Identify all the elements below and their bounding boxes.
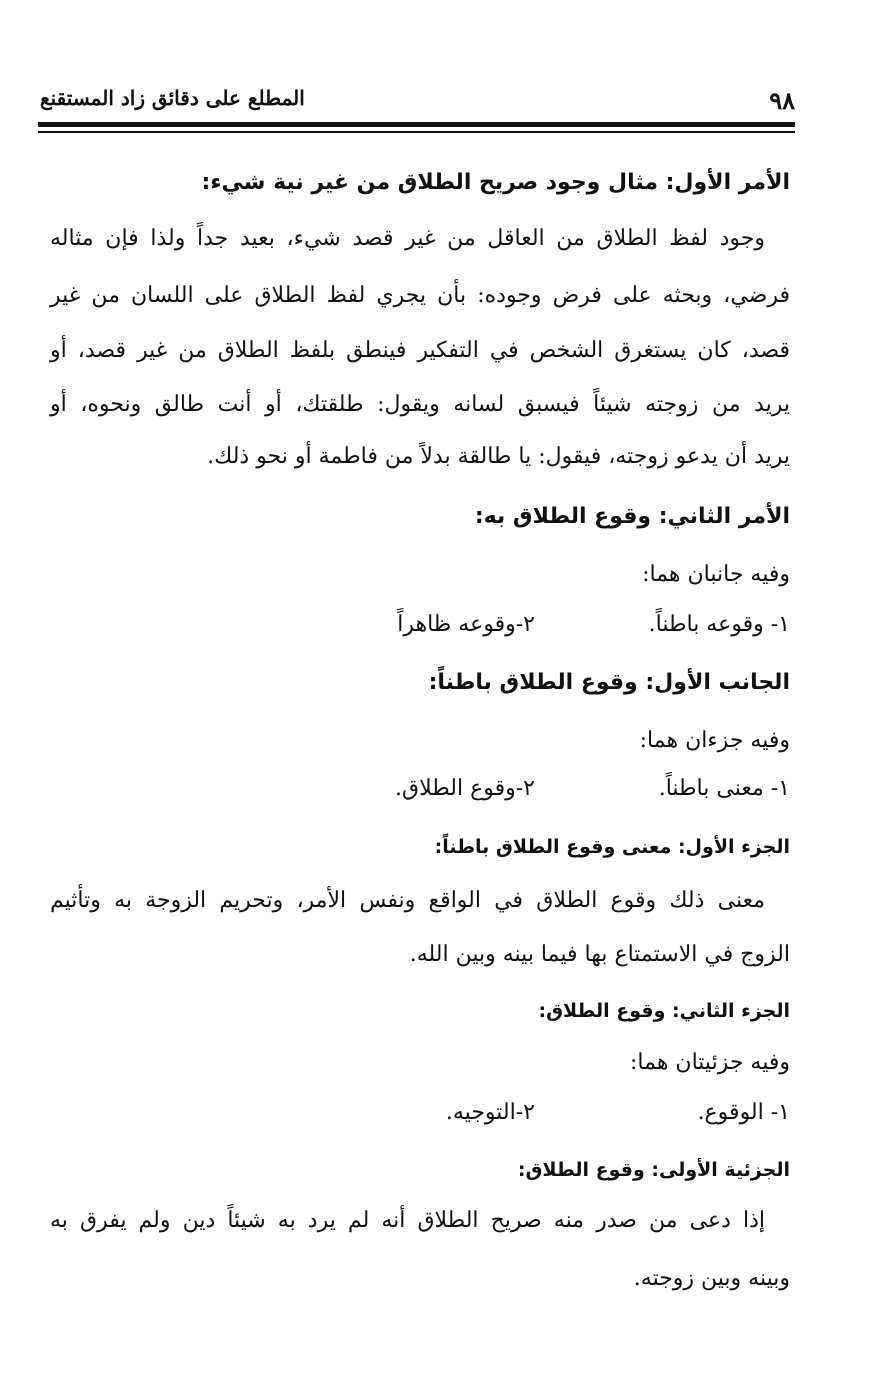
heading-first-matter: الأمر الأول: مثال وجود صريح الطلاق من غير نية شيء: [201, 170, 790, 195]
list-item: ٢-وقوع الطلاق. [395, 776, 535, 801]
numbered-list [190, 776, 790, 810]
heading-second-part: الجزء الثاني: وقوع الطلاق: [538, 1000, 790, 1022]
heading-first-part: الجزء الأول: معنى وقوع الطلاق باطناً: [434, 836, 790, 858]
heading-first-subpart: الجزئية الأولى: وقوع الطلاق: [517, 1159, 790, 1181]
paragraph-line: يريد من زوجته شيئاً فيسبق لسانه ويقول: طلقتك، أو أنت طالق ونحوه، أو [50, 392, 790, 417]
paragraph-line: فرضي، وبحثه على فرض وجوده: بأن يجري لفظ الطلاق على اللسان من غير [50, 283, 790, 308]
header-rule-thick [38, 122, 795, 127]
running-title: المطلع على دقائق زاد المستقنع [40, 86, 305, 110]
list-item: ٢-التوجيه. [445, 1100, 535, 1125]
page-number: ٩٨ [769, 86, 795, 115]
paragraph-line: وبينه وبين زوجته. [633, 1266, 790, 1291]
paragraph-line: معنى ذلك وقوع الطلاق في الواقع ونفس الأمر، وتحريم الزوجة به وتأثيم [50, 888, 765, 913]
paragraph-line: قصد، كان يستغرق الشخص في التفكير فينطق بلفظ الطلاق من غير قصد، أو [50, 338, 790, 363]
list-item: ٢-وقوعه ظاهراً [397, 612, 535, 637]
header-rule-thin [38, 131, 795, 133]
list-item: ١- وقوعه باطناً. [648, 612, 790, 637]
paragraph-line: وجود لفظ الطلاق من العاقل من غير قصد شيء، بعيد جداً ولذا فإن مثاله [50, 226, 765, 251]
paragraph-line: إذا دعى من صدر منه صريح الطلاق أنه لم يرد به شيئاً دين ولم يفرق به [50, 1208, 765, 1233]
paragraph-line: وفيه جزئيتان هما: [630, 1050, 790, 1075]
list-item: ١- معنى باطناً. [658, 776, 790, 801]
paragraph-line: وفيه جزءان هما: [639, 728, 790, 753]
numbered-list [190, 612, 790, 646]
paragraph-line: وفيه جانبان هما: [642, 562, 790, 587]
paragraph-line: الزوج في الاستمتاع بها فيما بينه وبين الله. [409, 942, 790, 967]
heading-second-matter: الأمر الثاني: وقوع الطلاق به: [474, 504, 790, 529]
paragraph-line: يريد أن يدعو زوجته، فيقول: يا طالقة بدلاً من فاطمة أو نحو ذلك. [207, 444, 790, 469]
page-header [40, 86, 795, 122]
heading-first-aspect: الجانب الأول: وقوع الطلاق باطناً: [428, 670, 790, 695]
numbered-list [190, 1100, 790, 1134]
list-item: ١- الوقوع. [697, 1100, 790, 1125]
